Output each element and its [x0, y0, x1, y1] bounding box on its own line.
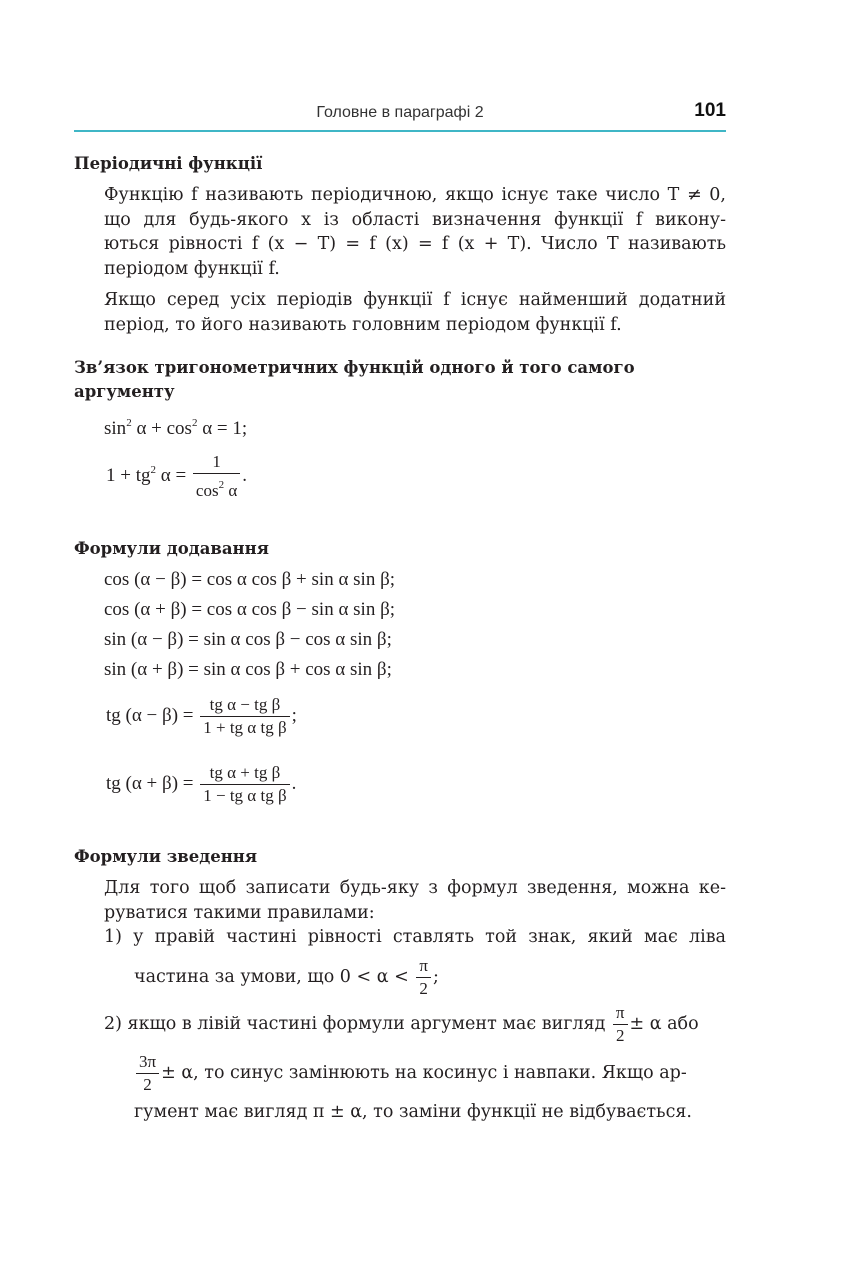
formula-cos-minus: cos (α − β) = cos α cos β + sin α sin β;: [104, 569, 396, 590]
formula-part: sin: [104, 418, 127, 439]
running-title: Головне в параграфі 2: [316, 104, 484, 121]
fraction: $\frac{\pi}{2}$: [416, 955, 431, 1000]
fraction-denominator: 1 − tg α tg β: [203, 786, 287, 805]
rule-2-line-3: гумент має вигляд π ± α, то заміни функції не відбувається.: [134, 1102, 692, 1122]
rule-2-line-2: $\frac{3\pi}{2}$ ± α, то синус замінюють на косинус і навпаки. Якщо ар-: [134, 1051, 726, 1096]
formula-sin-plus: sin (α + β) = sin α cos β + cos α sin β;: [104, 659, 392, 680]
formula-part: .: [242, 464, 248, 486]
heading-addition-formulas: Формули додавання: [74, 539, 269, 558]
formula-part: 1 + tg: [106, 464, 151, 486]
fraction: $\frac{3\pi}{2}$: [136, 1051, 159, 1096]
formula-part: α = 1;: [197, 418, 248, 439]
fraction-denominator: $\cos^2 \alpha$: [195, 479, 238, 500]
formula-tg-minus: tg (α − β) = $\frac{\text{tg α − tg β}}{\text{1 + tg α tg β}}$ ;: [106, 695, 297, 737]
fraction: [200, 694, 289, 739]
text-line: період, то його називають головним періодом функції f.: [104, 314, 622, 335]
text-line: Для того щоб записати будь-яку з формул зведення, можна ке-: [104, 878, 726, 898]
rule-1-line-2: частина за умови, що 0 < α < $\frac{\pi}{2}$ ;: [134, 956, 439, 998]
formula-tg-plus: tg (α + β) = $\frac{\text{tg α + tg β}}{\text{1 − tg α tg β}}$ .: [106, 763, 297, 805]
formula-cos-plus: cos (α + β) = cos α cos β − sin α sin β;: [104, 599, 396, 620]
text-line: руватися такими правилами:: [104, 902, 375, 923]
fraction-numerator: tg α − tg β: [200, 694, 289, 717]
heading-trig-relations: [74, 356, 635, 404]
rule-2-line-1: 2) якщо в лівій частині формули аргумент має вигляд $\frac{\pi}{2}$ ± α або: [104, 1003, 699, 1045]
heading-periodic-functions: Періодичні функції: [74, 154, 263, 173]
fraction-numerator: 1: [193, 451, 240, 474]
text-line: Якщо серед усіх періодів функції f існує найменший додатний: [104, 290, 726, 310]
heading-line: Зв’язок тригонометричних функцій одного й того самого: [74, 358, 635, 377]
fraction-numerator: tg α + tg β: [200, 762, 289, 785]
paragraph-main-period: [104, 288, 726, 337]
paragraph-reduction-intro: [104, 876, 726, 925]
text-line: що для будь-якого x із області визначення функції f викону-: [104, 209, 726, 230]
fraction: $\frac{\pi}{2}$: [613, 1002, 628, 1047]
paragraph-periodic-definition: [104, 183, 726, 281]
formula-sin-minus: sin (α − β) = sin α cos β − cos α sin β;: [104, 629, 392, 650]
page-number: 101: [694, 100, 726, 121]
page-header: [74, 100, 726, 132]
text-line: ються рівності f (x − T) = f (x) = f (x + T). Число T називають: [104, 234, 726, 254]
formula-part: α + cos: [131, 418, 192, 439]
rule-1: [104, 925, 726, 1000]
text-line: Функцію f називають періодичною, якщо існує таке число T ≠ 0,: [104, 185, 726, 205]
rule-1-line: 1) у правій частині рівності ставлять той знак, який має ліва: [104, 927, 726, 947]
rule-2: [104, 1002, 726, 1124]
fraction: [200, 762, 289, 807]
text-line: періодом функції f.: [104, 258, 280, 279]
heading-line: аргументу: [74, 382, 175, 401]
formula-tangent-identity: $1 + tg^2$ α = $\frac{1}{\cos^2 \alpha}$ .: [106, 452, 248, 500]
heading-reduction-formulas: Формули зведення: [74, 847, 258, 866]
fraction: [193, 451, 240, 502]
fraction-denominator: 1 + tg α tg β: [203, 718, 287, 737]
formula-part: α =: [156, 464, 191, 486]
formula-pythagorean: $\sin^2 \alpha + \cos^2 \alpha = 1$;: [104, 417, 248, 439]
